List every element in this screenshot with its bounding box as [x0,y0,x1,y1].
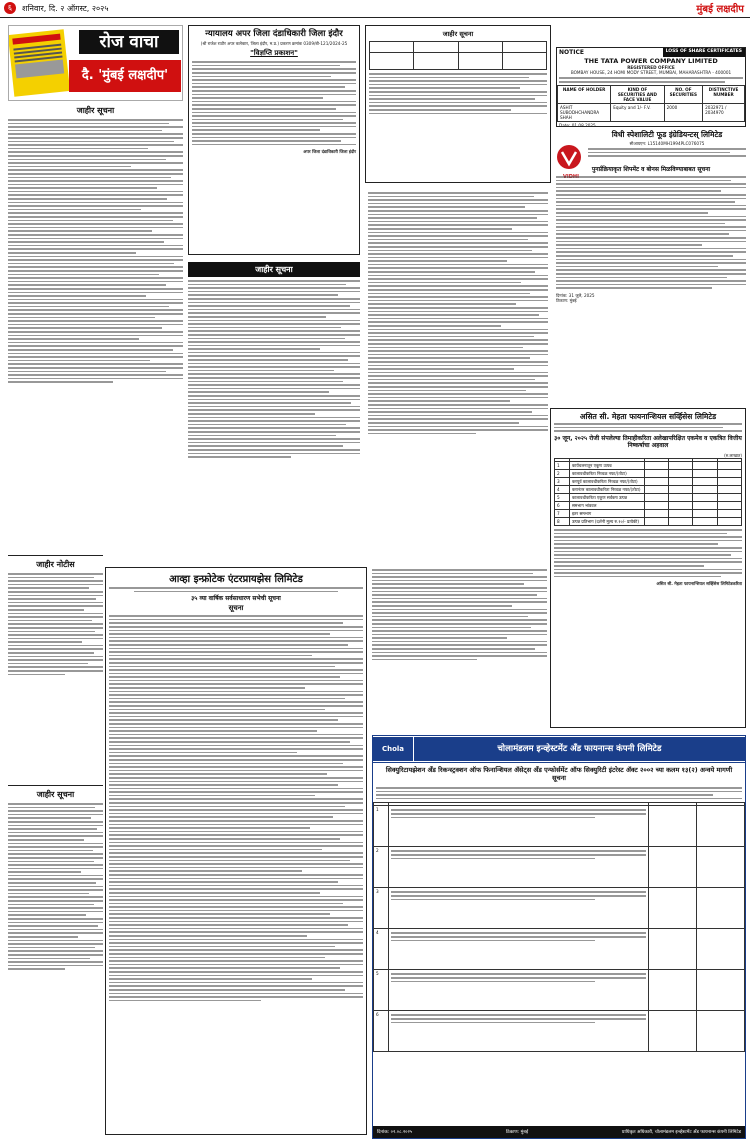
table-row: 8 उत्पन्न प्रतिभाग (दर्शनी मूल्य रु.१०/- प्रत्येकी) [555,517,742,525]
asit-company: असित सी. मेहता फायनान्शियल सर्व्हिसेस लिमिटेड [579,412,717,421]
vidhi-cin: सीआयएन: L15140MH1994PLC076075 [629,141,705,146]
chola-place: ठिकाण: मुंबई [506,1130,529,1135]
promo-box [8,25,183,101]
tata-cell-no: 2000 [664,103,702,121]
chola-table [373,802,745,1052]
mid-notice-title: जाहीर सूचना [188,262,360,277]
date-line: शनिवार, दि. २ ऑगस्ट, २०२५ [22,4,109,13]
chola-date: दिनांक: ०२.०८.२०२५ [377,1130,413,1135]
left-aavaj-notice [8,555,103,777]
vidhi-place: ठिकाण: मुंबई [556,298,577,304]
mid-right-notice-1-title: जाहीर सूचना [442,30,474,38]
tata-col-no: NO. OF SECURITIES [664,85,702,103]
left-notice-body [8,119,183,383]
left-public-notice [8,105,183,547]
avi-company: आव्हा इन्फ्रोटेक एंटरप्रायझेस लिमिटेड [169,574,303,585]
chola-company: चोलामंडलम इन्व्हेस्टमेंट अँड फायनान्स कंपनी लिमिटेड [414,737,745,761]
tata-address: BOMBAY HOUSE, 24 HOMI MODY STREET, MUMBAI, MAHARASHTRA - 400001 [570,70,732,76]
table-row: 6 [374,1011,745,1052]
court-notice [188,25,360,255]
page-header [0,0,750,18]
table-row: 6 समभाग भांडवल [555,501,742,509]
table-row: 3 करपूर्व कालावधीकरिता निव्वळ नफा/(तोटा) [555,477,742,485]
table-row: 2 कालावधीकरिता निव्वळ नफा/(तोटा) [555,469,742,477]
asit-notice [550,408,746,728]
left-notice-title: जाहीर सूचना [76,106,115,115]
tata-label: NOTICE [559,49,584,56]
asit-row-label: कालावधीकरिता एकूण सर्वंकष उत्पन्न [569,493,644,501]
vidhi-logo [556,144,586,180]
vidhi-company: विधी स्पेशालिटी फूड इंग्रेडियन्टस् लिमिटेड [611,130,723,139]
page-number-badge: ६ [4,2,16,14]
tata-office: REGISTERED OFFICE [627,65,675,70]
avi-heading: सूचना [228,604,244,613]
court-signature: अपर जिला दंडाधिकारी जिला इंदौर [303,149,356,155]
left-bottom-notice [8,785,103,1135]
table-row: 5 [374,970,745,1011]
court-title: न्यायालय अपर जिला दंडाधिकारी जिला इंदौर [205,29,343,39]
asit-result-heading: ३० जून, २०२५ रोजी संपलेल्या तिमाहीकरिता अलेखापरिक्षित एकमेव व एकत्रित वित्तीय निष्कर्षाचा अहवाल [554,434,742,450]
asit-row-label: इतर समभाग [569,509,644,517]
chola-notice [372,735,746,1139]
left-bottom-notice-title: जाहीर सूचना [36,790,75,799]
asit-row-label: करानंतर कालावधीकरिता निव्वळ नफा/(तोटा) [569,485,644,493]
mid-public-notice [188,262,360,562]
tata-tag: LOSS OF SHARE CERTIFICATES [663,48,745,57]
avi-notice [105,567,367,1135]
table-row: 4 [374,929,745,970]
table-row: 2 [374,847,745,888]
asit-row-label: कालावधीकरिता निव्वळ नफा/(तोटा) [569,469,644,477]
tata-col-distinctive: DISTINCTIVE NUMBER [703,85,745,103]
promo-line-2: दै. 'मुंबई लक्षदीप' [69,60,181,92]
table-row: 4 करानंतर कालावधीकरिता निव्वळ नफा/(तोटा) [555,485,742,493]
asit-row-label: करपूर्व कालावधीकरिता निव्वळ नफा/(तोटा) [569,477,644,485]
asit-row-label: उत्पन्न प्रतिभाग (दर्शनी मूल्य रु.१०/- प्रत्येकी) [569,517,644,525]
promo-line-1: रोज वाचा [79,30,179,54]
mid-right-notices [365,25,551,562]
table-row: 1 कार्यचलनातून एकूण उत्पन्न [555,461,742,469]
promo-newspaper-image [8,29,70,97]
tata-cell-kind: Equity and 1/- F.V. [611,103,664,121]
tata-col-kind: KIND OF SECURITIES AND FACE VALUE [611,85,664,103]
chola-logo-text: Chola [381,745,405,753]
avi-subtitle: ३५ व्या वार्षिक सर्वसाधारण सभेची सूचना [191,595,281,603]
tata-cell-name: ASHIT SUBODHCHANDRA SHAH [558,103,611,121]
tata-company: THE TATA POWER COMPANY LIMITED [584,57,718,65]
asit-table [554,458,742,526]
tata-date: Date: 01.08.2025 [559,122,596,127]
court-subtitle: (श्री राजेश राठौर अपर कलेक्टर, जिला इंदौर, म.प्र.) प्रकरण क्रमांक 0309/बी-121/2024-25 [200,41,348,46]
asit-row-label: कार्यचलनातून एकूण उत्पन्न [569,461,644,469]
chola-heading: सिक्युरिटायझेशन अँड रिकन्स्ट्रक्शन ऑफ फिनान्शियल ॲसेट्स अँड एन्फोर्समेंट ऑफ सिक्युरिटी इंटरेस्ट ॲक्ट २००२ च्या कलम १३(२) अन्वये मागणी सूचना [385,766,733,782]
masthead: मुंबई लक्षदीप [696,4,744,15]
tata-cell-distinctive: 2032971 / 2034970 [703,103,745,121]
table-row: 3 [374,888,745,929]
chola-footer: प्राधिकृत अधिकारी, चोलामंडलम इन्व्हेस्टमेंट अँड फायनान्स कंपनी लिमिटेड [621,1130,741,1135]
asit-signatory: असित सी. मेहता फायनान्शियल सर्व्हिसेस लिमिटेडकरिता [656,581,742,587]
aavaj-notice-title: जाहीर नोटीस [36,560,75,569]
chola-logo [373,737,413,761]
tata-table [557,85,745,122]
vidhi-notice [556,130,746,400]
table-row: 1 [374,806,745,847]
tata-col-name: NAME OF HOLDER [558,85,611,103]
vidhi-date: दिनांक: 31 जुलै, 2025 [556,292,595,298]
mid-lower-notice [372,567,547,732]
table-row: 5 कालावधीकरिता एकूण सर्वंकष उत्पन्न [555,493,742,501]
vidhi-heading: पुनर्प्रक्रियाकृत शिपमेंट व बोनस मिळविण्याबाबत सूचना [591,165,711,173]
asit-row-label: समभाग भांडवल [569,501,644,509]
table-row: 7 इतर समभाग [555,509,742,517]
asit-unit: (रु.लाखात) [724,452,742,458]
tata-notice [556,47,746,127]
vidhi-logo-mark [556,144,582,170]
court-heading: "विज्ञप्ति प्रकाशन" [250,49,298,58]
mid-right-table [369,41,547,70]
